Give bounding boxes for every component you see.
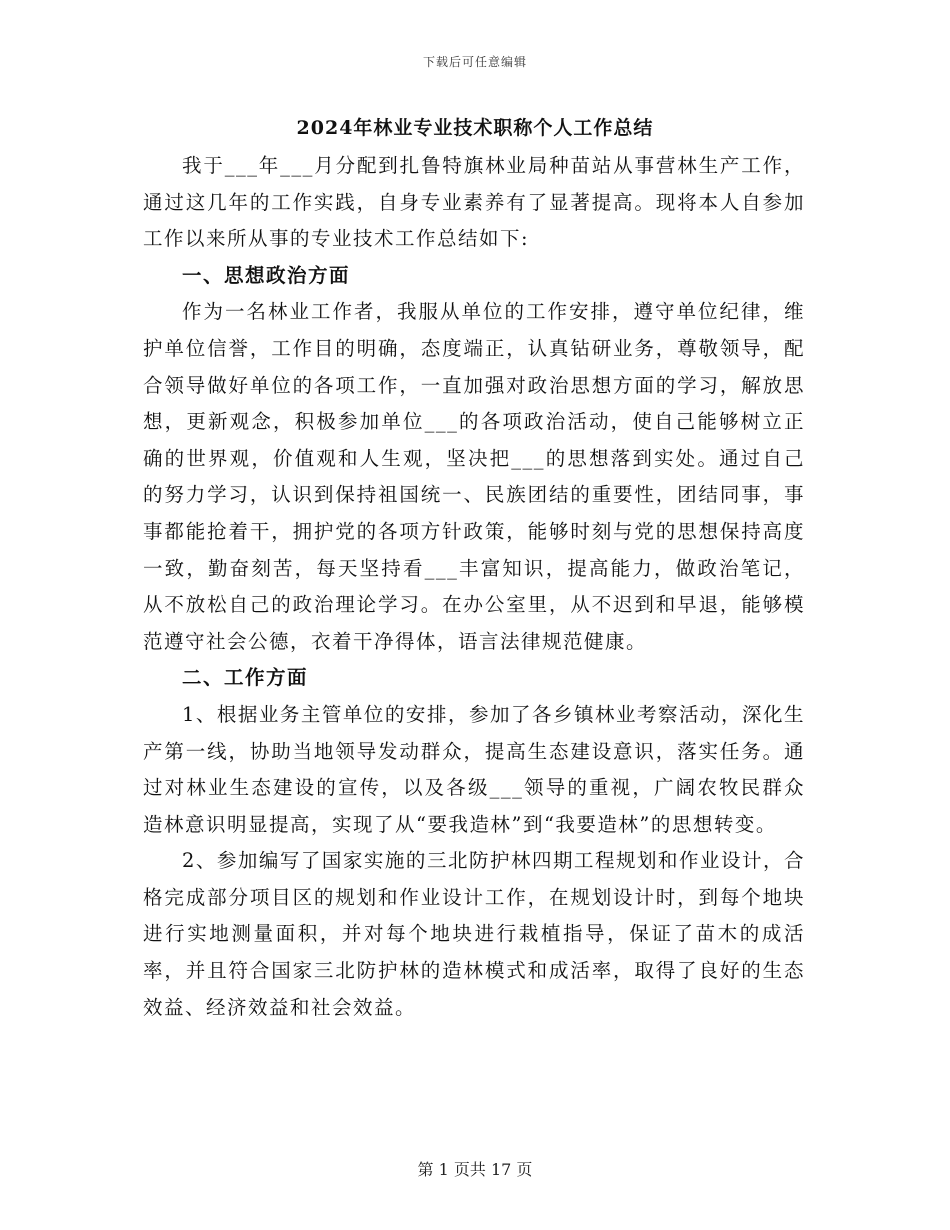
intro-paragraph: 我于___年___月分配到扎鲁特旗林业局种苗站从事营林生产工作，通过这几年的工作实践，自身专业素养有了显著提高。现将本人自参加工作以来所从事的专业技术工作总结如下: bbox=[143, 154, 805, 251]
work-paragraph-1: 1、根据业务主管单位的安排，参加了各乡镇林业考察活动，深化生产第一线，协助当地领导发动群众，提高生态建设意识，落实任务。通过对林业生态建设的宣传，以及各级___领导的重视，广阔农牧民群众造林意识明显提高，实现了从“要我造林”到“我要造林”的思想转变。 bbox=[143, 702, 805, 836]
section-heading-work: 二、工作方面 bbox=[182, 666, 309, 690]
work-paragraph-2: 2、参加编写了国家实施的三北防护林四期工程规划和作业设计，合格完成部分项目区的规划和作业设计工作，在规划设计时，到每个地块进行实地测量面积，并对每个地块进行栽植指导，保证了苗木的成活率，并且符合国家三北防护林的造林模式和成活率，取得了良好的生态效益、经济效益和社会效益。 bbox=[143, 849, 805, 1019]
document-body bbox=[143, 148, 805, 1026]
section-heading-politics: 一、思想政治方面 bbox=[182, 263, 351, 287]
politics-paragraph: 作为一名林业工作者，我服从单位的工作安排，遵守单位纪律，维护单位信誉，工作目的明确，态度端正，认真钻研业务，尊敬领导，配合领导做好单位的各项工作，一直加强对政治思想方面的学习，解放思想，更新观念，积极参加单位___的各项政治活动，使自己能够树立正确的世界观，价值观和人生观，坚决把___的思想落到实处。通过自己的努力学习，认识到保持祖国统一、民族团结的重要性，团结同事，事事都能抢着干，拥护党的各项方针政策，能够时刻与党的思想保持高度一致，勤奋刻苦，每天坚持看___丰富知识，提高能力，做政治笔记，从不放松自己的政治理论学习。在办公室里，从不迟到和早退，能够模范遵守社会公德，衣着干净得体，语言法律规范健康。 bbox=[143, 300, 805, 653]
document-title: 2024年林业专业技术职称个人工作总结 bbox=[296, 117, 654, 139]
page-number-footer: 第 1 页共 17 页 bbox=[417, 1160, 533, 1179]
header-note: 下载后可任意编辑 bbox=[422, 55, 527, 69]
